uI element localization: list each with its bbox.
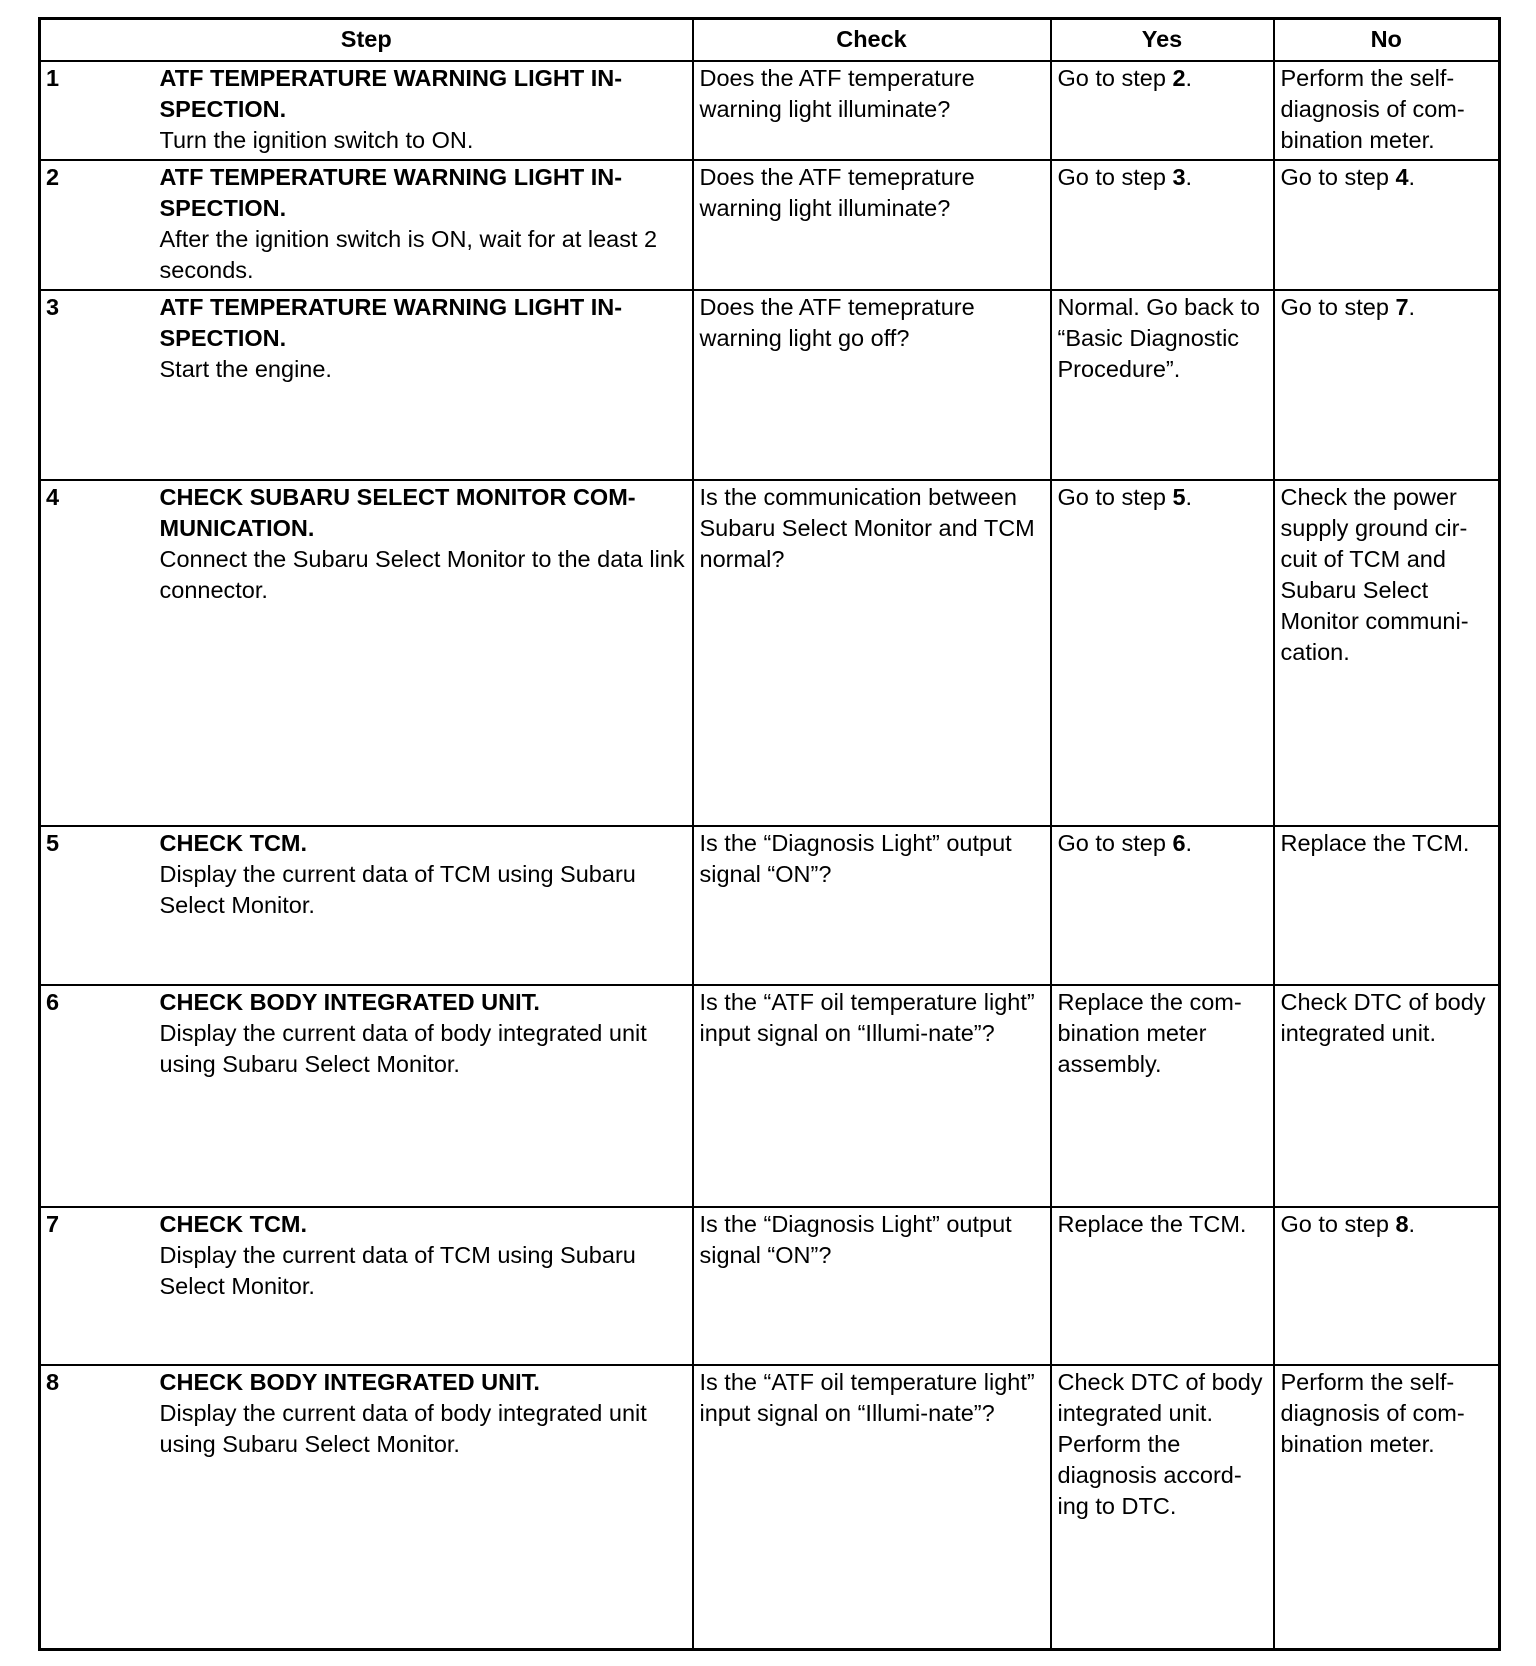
- step-description: [160, 1207, 693, 1365]
- yes-suffix: .: [1185, 65, 1193, 91]
- step-description: [160, 826, 693, 985]
- step-number: 3: [40, 290, 160, 480]
- table-row: [40, 985, 1500, 1207]
- step-title: CHECK BODY INTEGRATED UNIT.: [159, 989, 540, 1015]
- yes-cell: [1051, 1207, 1274, 1365]
- step-description: [160, 61, 693, 160]
- no-cell: [1274, 480, 1500, 826]
- no-cell: [1274, 290, 1500, 480]
- yes-text: Go to step: [1057, 484, 1173, 510]
- header-check: Check: [693, 19, 1051, 62]
- step-title: CHECK SUBARU SELECT MONITOR COM-MUNICATION.: [159, 484, 636, 541]
- yes-cell: [1051, 61, 1274, 160]
- yes-step-number: 3: [1172, 164, 1186, 190]
- step-number: 7: [40, 1207, 160, 1365]
- table-row: [40, 480, 1500, 826]
- no-text: Perform the self-diagnosis of com-bination meter.: [1280, 1369, 1465, 1457]
- no-cell: [1274, 826, 1500, 985]
- step-number: 5: [40, 826, 160, 985]
- yes-text: Check DTC of body integrated unit. Perform the diagnosis accord-ing to DTC.: [1057, 1369, 1263, 1519]
- step-description: [160, 480, 693, 826]
- yes-step-number: 5: [1172, 484, 1186, 510]
- no-step-number: 8: [1395, 1211, 1409, 1237]
- no-suffix: .: [1408, 294, 1416, 320]
- header-row: [40, 19, 1500, 62]
- yes-text: Normal. Go back to “Basic Diagnostic Procedure”.: [1057, 294, 1260, 382]
- yes-cell: [1051, 985, 1274, 1207]
- step-number: 4: [40, 480, 160, 826]
- step-instruction: Connect the Subaru Select Monitor to the data link connector.: [159, 546, 685, 603]
- step-title: CHECK TCM.: [159, 830, 308, 856]
- step-description: [160, 160, 693, 290]
- no-cell: [1274, 160, 1500, 290]
- check-cell: Is the “ATF oil temperature light” input signal on “Illumi-nate”?: [693, 1365, 1051, 1649]
- no-text: Check DTC of body integrated unit.: [1280, 989, 1486, 1046]
- no-cell: [1274, 61, 1500, 160]
- step-description: [160, 290, 693, 480]
- step-title: ATF TEMPERATURE WARNING LIGHT IN-SPECTION.: [159, 65, 623, 122]
- yes-text: Replace the com-bination meter assembly.: [1057, 989, 1242, 1077]
- yes-suffix: .: [1185, 484, 1193, 510]
- no-suffix: .: [1408, 1211, 1416, 1237]
- step-description: [160, 985, 693, 1207]
- no-suffix: .: [1408, 164, 1416, 190]
- table-row: [40, 1207, 1500, 1365]
- yes-step-number: 2: [1172, 65, 1186, 91]
- step-instruction: Display the current data of body integrated unit using Subaru Select Monitor.: [159, 1020, 647, 1077]
- table-row: [40, 61, 1500, 160]
- diagnostic-table: [38, 17, 1501, 1651]
- check-cell: Is the “Diagnosis Light” output signal “ON”?: [693, 1207, 1051, 1365]
- no-text: Check the power supply ground cir-cuit of TCM and Subaru Select Monitor communi-cation.: [1280, 484, 1469, 665]
- step-instruction: Turn the ignition switch to ON.: [159, 127, 474, 153]
- check-cell: Is the “Diagnosis Light” output signal “ON”?: [693, 826, 1051, 985]
- no-cell: [1274, 1365, 1500, 1649]
- no-text: Go to step: [1280, 1211, 1396, 1237]
- step-number: 1: [40, 61, 160, 160]
- yes-step-number: 6: [1172, 830, 1186, 856]
- no-text: Replace the TCM.: [1280, 830, 1470, 856]
- table-row: [40, 160, 1500, 290]
- yes-text: Go to step: [1057, 65, 1173, 91]
- no-text: Go to step: [1280, 294, 1396, 320]
- yes-cell: [1051, 480, 1274, 826]
- check-cell: Is the “ATF oil temperature light” input signal on “Illumi-nate”?: [693, 985, 1051, 1207]
- header-no: No: [1274, 19, 1500, 62]
- step-number: 6: [40, 985, 160, 1207]
- yes-suffix: .: [1185, 164, 1193, 190]
- table-row: [40, 290, 1500, 480]
- step-title: ATF TEMPERATURE WARNING LIGHT IN-SPECTION.: [159, 164, 623, 221]
- yes-text: Go to step: [1057, 164, 1173, 190]
- yes-suffix: .: [1185, 830, 1193, 856]
- step-title: CHECK TCM.: [159, 1211, 308, 1237]
- step-instruction: Display the current data of TCM using Subaru Select Monitor.: [159, 1242, 636, 1299]
- header-step: Step: [40, 19, 693, 62]
- yes-text: Replace the TCM.: [1057, 1211, 1247, 1237]
- table-row: [40, 826, 1500, 985]
- step-number: 2: [40, 160, 160, 290]
- no-text: Go to step: [1280, 164, 1396, 190]
- step-description: [160, 1365, 693, 1649]
- yes-cell: [1051, 160, 1274, 290]
- no-step-number: 7: [1395, 294, 1409, 320]
- check-cell: Is the communication between Subaru Select Monitor and TCM normal?: [693, 480, 1051, 826]
- step-instruction: Display the current data of body integrated unit using Subaru Select Monitor.: [159, 1400, 647, 1457]
- no-cell: [1274, 985, 1500, 1207]
- step-title: ATF TEMPERATURE WARNING LIGHT IN-SPECTION.: [159, 294, 623, 351]
- check-cell: Does the ATF temeprature warning light go off?: [693, 290, 1051, 480]
- step-instruction: After the ignition switch is ON, wait for at least 2 seconds.: [159, 226, 658, 283]
- yes-cell: [1051, 1365, 1274, 1649]
- yes-cell: [1051, 290, 1274, 480]
- check-cell: Does the ATF temperature warning light illuminate?: [693, 61, 1051, 160]
- yes-text: Go to step: [1057, 830, 1173, 856]
- check-cell: Does the ATF temeprature warning light illuminate?: [693, 160, 1051, 290]
- no-step-number: 4: [1395, 164, 1409, 190]
- step-number: 8: [40, 1365, 160, 1649]
- no-text: Perform the self-diagnosis of com-bination meter.: [1280, 65, 1465, 153]
- table-row: [40, 1365, 1500, 1649]
- step-instruction: Display the current data of TCM using Subaru Select Monitor.: [159, 861, 636, 918]
- no-cell: [1274, 1207, 1500, 1365]
- header-yes: Yes: [1051, 19, 1274, 62]
- step-instruction: Start the engine.: [159, 356, 332, 382]
- yes-cell: [1051, 826, 1274, 985]
- step-title: CHECK BODY INTEGRATED UNIT.: [159, 1369, 540, 1395]
